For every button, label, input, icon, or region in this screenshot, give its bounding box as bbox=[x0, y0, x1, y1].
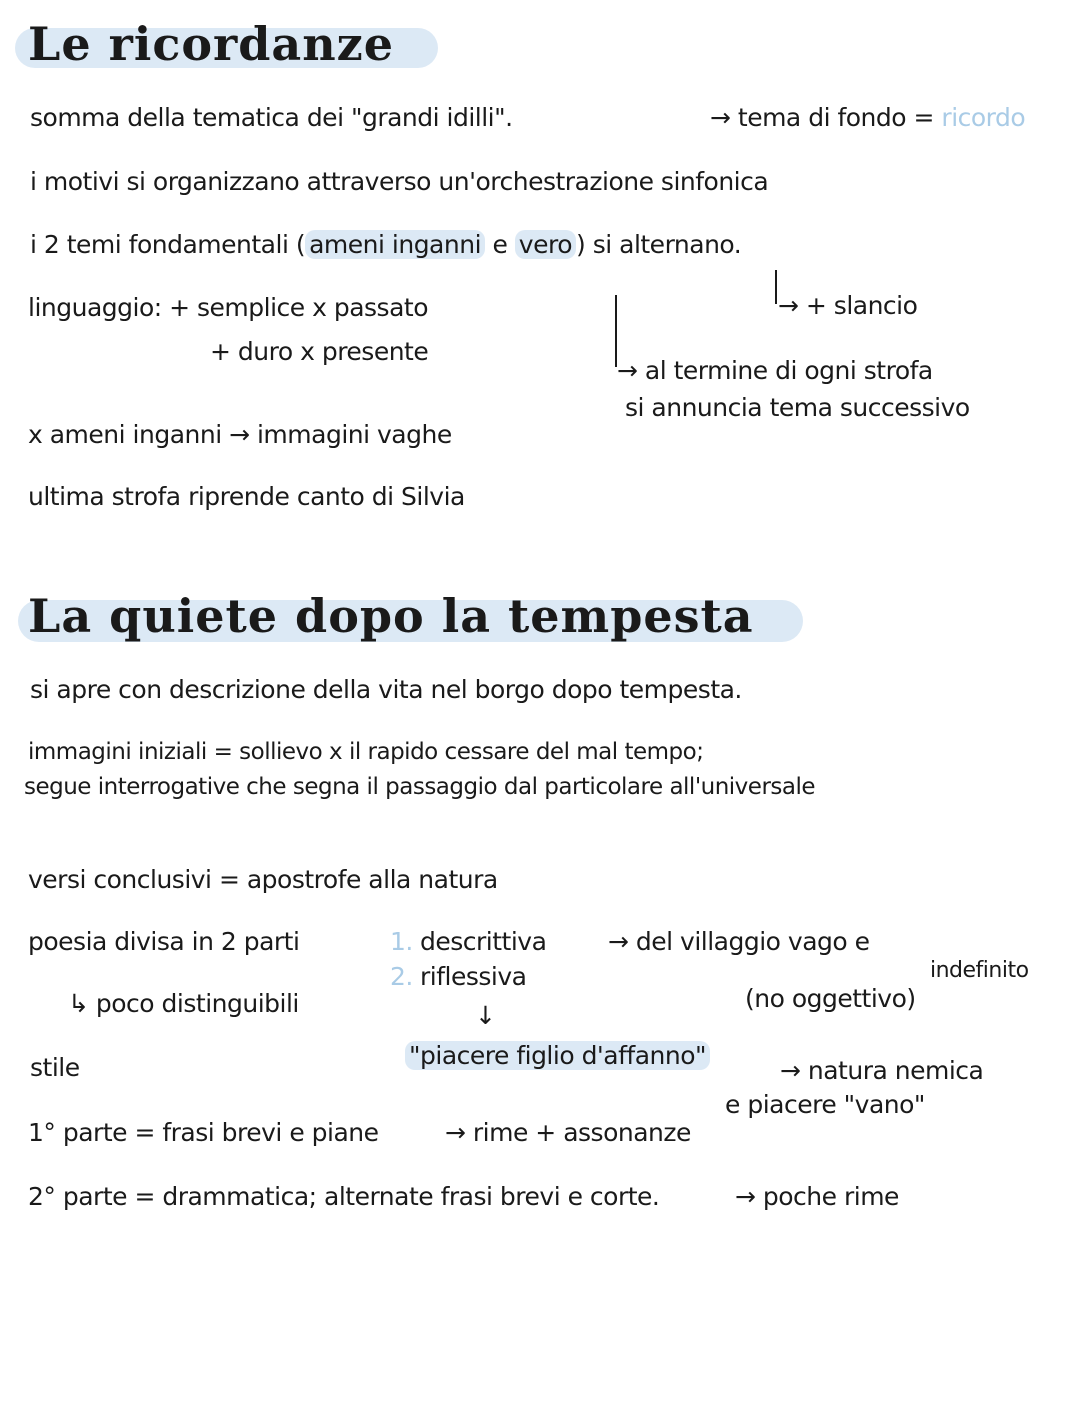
note-line: → natura nemica bbox=[780, 1056, 984, 1085]
down-arrow-icon: ↓ bbox=[475, 1001, 496, 1030]
quote-line bbox=[405, 1040, 710, 1072]
note-line: (no oggettivo) bbox=[745, 984, 916, 1013]
note-line: indefinito bbox=[930, 958, 1029, 983]
note-line: ultima strofa riprende canto di Silvia bbox=[28, 482, 465, 511]
note-line: 2° parte = drammatica; alternate frasi brevi e corte. bbox=[28, 1182, 660, 1211]
note-line: segue interrogative che segna il passaggio dal particolare all'universale bbox=[24, 774, 816, 800]
note-line: riflessiva bbox=[420, 962, 527, 991]
note-line: → del villaggio vago e bbox=[608, 927, 870, 956]
note-line: e piacere "vano" bbox=[725, 1090, 925, 1119]
note-text: e bbox=[485, 230, 515, 259]
note-line: → + slancio bbox=[778, 291, 918, 320]
note-text: i 2 temi fondamentali ( bbox=[30, 230, 306, 259]
note-line: x ameni inganni → immagini vaghe bbox=[28, 420, 452, 449]
list-number: 2. bbox=[390, 962, 413, 991]
note-line: stile bbox=[30, 1053, 80, 1082]
note-line: descrittiva bbox=[420, 927, 547, 956]
note-text: → tema di fondo = bbox=[710, 103, 934, 132]
highlighted-term: vero bbox=[515, 230, 576, 259]
highlighted-quote: "piacere figlio d'affanno" bbox=[405, 1041, 710, 1070]
note-line: somma della tematica dei "grandi idilli". bbox=[30, 103, 513, 132]
list-number: 1. bbox=[390, 927, 413, 956]
note-line bbox=[30, 229, 741, 261]
note-line: → rime + assonanze bbox=[445, 1118, 691, 1147]
note-line: immagini iniziali = sollievo x il rapido cessare del mal tempo; bbox=[28, 739, 704, 765]
note-line: versi conclusivi = apostrofe alla natura bbox=[28, 865, 498, 894]
highlighted-term: ameni inganni bbox=[305, 230, 485, 259]
note-line: ↳ poco distinguibili bbox=[68, 989, 299, 1018]
note-line: si apre con descrizione della vita nel borgo dopo tempesta. bbox=[30, 675, 742, 704]
note-line: si annuncia tema successivo bbox=[625, 393, 970, 422]
section-title-quiete: La quiete dopo la tempesta bbox=[28, 589, 754, 643]
note-text: ) si alternano. bbox=[576, 230, 742, 259]
note-line: i motivi si organizzano attraverso un'orchestrazione sinfonica bbox=[30, 167, 769, 196]
note-line: → poche rime bbox=[735, 1182, 899, 1211]
highlighted-word: ricordo bbox=[941, 103, 1026, 132]
note-line: → al termine di ogni strofa bbox=[617, 356, 933, 385]
section-title-ricordanze: Le ricordanze bbox=[28, 17, 395, 71]
bracket-line bbox=[775, 270, 777, 304]
note-line: linguaggio: + semplice x passato bbox=[28, 293, 429, 322]
note-line bbox=[710, 102, 1025, 134]
note-line: + duro x presente bbox=[210, 337, 429, 366]
note-line: 1° parte = frasi brevi e piane bbox=[28, 1118, 379, 1147]
note-line: poesia divisa in 2 parti bbox=[28, 927, 300, 956]
